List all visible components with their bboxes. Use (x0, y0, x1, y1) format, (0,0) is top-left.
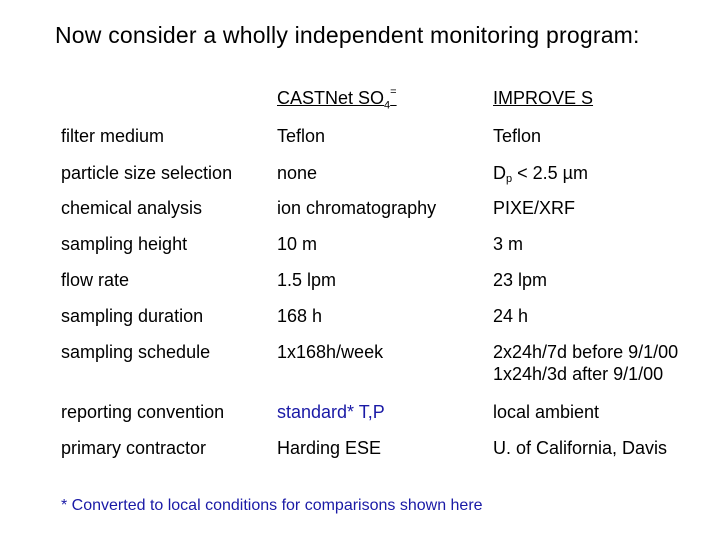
castnet-value: 1x168h/week (277, 342, 384, 362)
castnet-value: ion chromatography (277, 198, 437, 218)
column-header-castnet: CASTNet $SO_4^=$ (277, 86, 397, 112)
castnet-value: Harding ESE (277, 438, 382, 458)
castnet-value: standard* T,P (277, 402, 385, 422)
improve-value-line-2: 1x24h/3d after 9/1/00 (493, 364, 664, 384)
improve-value: U. of California, Davis (493, 438, 668, 458)
row-label: flow rate (61, 270, 130, 290)
row-label: sampling height (61, 234, 188, 254)
improve-value: 3 m (493, 234, 524, 254)
column-header-improve: IMPROVE S (493, 88, 594, 108)
castnet-value: Teflon (277, 126, 326, 146)
improve-value: Dp < 2.5 µm (493, 163, 589, 185)
footnote: * Converted to local conditions for comparisons shown here (61, 497, 483, 514)
improve-value: 23 lpm (493, 270, 548, 290)
row-label: chemical analysis (61, 198, 203, 218)
improve-value: 24 h (493, 306, 529, 326)
improve-value: PIXE/XRF (493, 198, 576, 218)
improve-value-line-1: 2x24h/7d before 9/1/00 (493, 342, 679, 362)
improve-value: Teflon (493, 126, 542, 146)
row-label: particle size selection (61, 163, 233, 183)
row-label: primary contractor (61, 438, 207, 458)
row-label: reporting convention (61, 402, 225, 422)
row-label: sampling duration (61, 306, 204, 326)
castnet-value: 168 h (277, 306, 323, 326)
castnet-value: 1.5 lpm (277, 270, 337, 290)
improve-value: local ambient (493, 402, 600, 422)
castnet-value: none (277, 163, 318, 183)
row-label: sampling schedule (61, 342, 211, 362)
castnet-value: 10 m (277, 234, 318, 254)
row-label: filter medium (61, 126, 165, 146)
slide-title: Now consider a wholly independent monitoring program: (55, 22, 640, 48)
